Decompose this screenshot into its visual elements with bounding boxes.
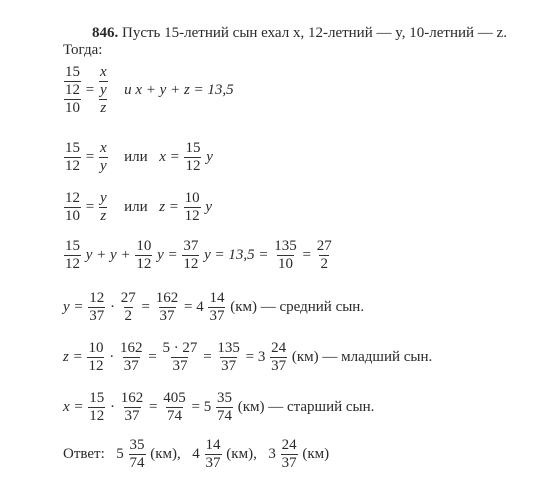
- denominator-2: z: [100, 100, 107, 116]
- denominator: 74: [129, 455, 145, 471]
- lhs: x =: [63, 399, 84, 415]
- numerator: 15: [65, 64, 80, 80]
- numerator: y: [99, 190, 107, 206]
- unit: (км): [302, 446, 330, 462]
- unit: (км),: [226, 446, 257, 462]
- multiply-dot: ·: [109, 349, 115, 365]
- result-caption: (км) — старший сын.: [237, 399, 375, 415]
- equation-sum: [63, 238, 334, 273]
- denominator: 12: [136, 256, 152, 272]
- numerator: 27: [120, 290, 136, 306]
- denominator: 10: [65, 208, 80, 224]
- or-word: или: [124, 199, 148, 215]
- lhs: y =: [63, 299, 84, 315]
- numerator: 27: [316, 238, 332, 254]
- variable: y: [205, 199, 213, 215]
- result-caption: (км) — младший сын.: [291, 349, 433, 365]
- lhs: z =: [63, 349, 83, 365]
- denominator: 37: [124, 408, 140, 424]
- expression-part: y = 13,5 =: [204, 247, 269, 263]
- equals-sign: =: [149, 399, 158, 415]
- equals-sign: =: [141, 299, 150, 315]
- multiply-dot: ·: [110, 399, 116, 415]
- variable: y: [206, 149, 213, 165]
- equals-sign: =: [85, 199, 95, 215]
- problem-header: [92, 26, 507, 41]
- fraction: [99, 64, 108, 117]
- numerator: 15: [65, 238, 80, 254]
- equation-z: [63, 190, 212, 225]
- whole-part: = 5: [191, 399, 212, 415]
- denominator: 12: [65, 158, 80, 174]
- expression-part: y + y +: [85, 247, 131, 263]
- denominator: 37: [271, 358, 287, 374]
- denominator: 37: [89, 308, 105, 324]
- result-caption: (км) — средний сын.: [230, 299, 365, 315]
- denominator: 12: [65, 82, 80, 98]
- sum-condition: и x + y + z = 13,5: [124, 82, 234, 98]
- numerator: 14: [209, 290, 225, 306]
- numerator: 35: [129, 437, 145, 453]
- denominator: 37: [281, 455, 297, 471]
- denominator: 37: [221, 358, 237, 374]
- numerator: 15: [89, 390, 105, 406]
- denominator: 37: [159, 308, 175, 324]
- numerator: x: [99, 140, 107, 156]
- fraction: [64, 64, 81, 117]
- numerator: 10: [184, 190, 200, 206]
- equals-sign: =: [203, 349, 212, 365]
- unit: (км),: [150, 446, 181, 462]
- problem-number: 846.: [92, 25, 119, 41]
- denominator: 37: [123, 358, 139, 374]
- or-word: или: [124, 149, 148, 165]
- numerator: 135: [217, 340, 240, 356]
- numerator: 162: [119, 340, 143, 356]
- numerator: 14: [205, 437, 221, 453]
- numerator: 135: [274, 238, 297, 254]
- answer-line: [63, 437, 329, 472]
- denominator: 12: [65, 256, 80, 272]
- numerator: 405: [163, 390, 186, 406]
- equals-sign: =: [85, 149, 95, 165]
- denominator: 10: [278, 256, 293, 272]
- numerator: x: [99, 64, 107, 80]
- numerator: 37: [183, 238, 199, 254]
- denominator-2: 10: [65, 100, 80, 116]
- z-equals: z =: [159, 199, 179, 215]
- numerator: 35: [216, 390, 232, 406]
- denominator: 37: [205, 455, 221, 471]
- then-label: Тогда:: [63, 42, 103, 58]
- denominator: 12: [183, 256, 199, 272]
- numerator: 12: [89, 290, 105, 306]
- denominator: 74: [167, 408, 182, 424]
- numerator: 24: [281, 437, 297, 453]
- whole-part: = 4: [184, 299, 204, 315]
- denominator: 12: [184, 208, 200, 224]
- denominator: 2: [320, 256, 328, 272]
- equation-x: [63, 140, 213, 175]
- whole-part: 3: [268, 446, 276, 462]
- denominator: y: [99, 82, 107, 98]
- denominator: 37: [209, 308, 225, 324]
- denominator: 12: [88, 358, 104, 374]
- expression-part: y =: [157, 247, 178, 263]
- whole-part: 5: [116, 446, 124, 462]
- denominator: 12: [89, 408, 105, 424]
- denominator: 2: [124, 308, 133, 324]
- problem-statement: Пусть 15-летний сын ехал x, 12-летний — y, 10-летний — z.: [122, 25, 507, 41]
- result-x: [63, 390, 374, 425]
- result-y: [63, 290, 364, 325]
- numerator: 10: [88, 340, 104, 356]
- denominator: 12: [185, 158, 201, 174]
- whole-part: 4: [192, 446, 200, 462]
- numerator: 24: [271, 340, 287, 356]
- numerator: 162: [120, 390, 144, 406]
- numerator: 10: [136, 238, 152, 254]
- numerator: 162: [155, 290, 179, 306]
- result-z: [63, 340, 432, 375]
- denominator: 37: [172, 358, 188, 374]
- equals-sign: =: [302, 247, 311, 263]
- numerator: 15: [185, 140, 201, 156]
- proportion-line: 15 12 10 = x y z и x + y + z = 13,5: [65, 64, 234, 116]
- answer-label: Ответ:: [63, 446, 105, 462]
- numerator: 15: [65, 140, 80, 156]
- multiply-dot: ·: [110, 299, 116, 315]
- whole-part: = 3: [245, 349, 266, 365]
- numerator: 5 · 27: [162, 340, 198, 356]
- x-equals: x =: [159, 149, 180, 165]
- denominator: z: [100, 208, 107, 224]
- denominator: 74: [216, 408, 232, 424]
- equals-sign: =: [148, 349, 157, 365]
- numerator: 12: [65, 190, 80, 206]
- denominator: y: [99, 158, 107, 174]
